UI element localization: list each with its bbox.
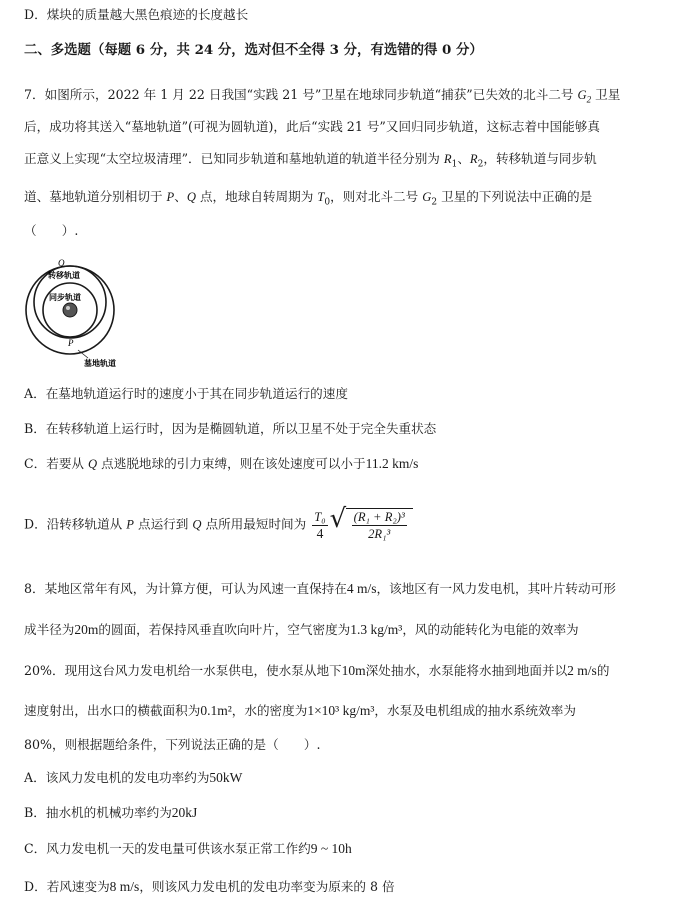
q8-line-5: 80%，则根据题给条件，下列说法正确的是（ ）. xyxy=(24,737,321,752)
orbit-diagram xyxy=(22,258,132,368)
q7-line-3: 正意义上实现“太空垃圾清理”．已知同步轨道和墓地轨道的轨道半径分别为 $R_1$、$R_2$，转移轨道与同步轨 xyxy=(24,151,597,170)
q8-line-2: 成半径为20m的圆面，若保持风垂直吹向叶片，空气密度为1.3 kg/m³，风的动能转化为电能的效率为 xyxy=(24,622,579,637)
earth-highlight xyxy=(66,306,70,310)
q8-option-d: D．若风速变为8 m/s，则该风力发电机的发电功率变为原来的 8 倍 xyxy=(24,879,395,894)
q8-option-a: A．该风力发电机的发电功率约为50kW xyxy=(24,770,243,785)
label-graveyard-orbit: 墓地轨道 xyxy=(84,359,116,368)
q7-option-a: A．在墓地轨道运行时的速度小于其在同步轨道运行的速度 xyxy=(24,386,348,401)
label-sync-orbit: 同步轨道 xyxy=(49,293,81,302)
q7-option-b: B．在转移轨道上运行时，因为是椭圆轨道，所以卫星不处于完全失重状态 xyxy=(24,421,437,436)
q7-option-c: C．若要从 Q 点逃脱地球的引力束缚，则在该处速度可以小于11.2 km/s xyxy=(24,456,419,471)
q7-line-4: 道、墓地轨道分别相切于 P、Q 点，地球自转周期为 $T_0$，则对北斗二号 $G_2$ 卫星的下列说法中正确的是 xyxy=(24,189,593,208)
q8-line-3: 20%．现用这台风力发电机给一水泵供电，使水泵从地下10m深处抽水，水泵能将水抽到地面并以2 m/s的 xyxy=(24,663,610,678)
q7-line-1: 7．如图所示，2022 年 1 月 22 日我国“实践 21 号”卫星在地球同步轨道“捕获”已失效的北斗二号 $G_2$ 卫星 xyxy=(24,87,621,105)
q8-option-c: C．风力发电机一天的发电量可供该水泵正常工作约9 ~ 10h xyxy=(24,841,352,856)
time-fraction: $\frac{\text{T₀}}{4}$ xyxy=(314,509,326,541)
q7-option-d: D．沿转移轨道从 P 点运行到 Q 点所用最短时间为 $\frac{\text{T₀}}{4}$ √ $\frac{\text{(R₁ + R₂)³}}{\text{2R₁³}}$ xyxy=(24,508,413,542)
q8-line-1: 8．某地区常年有风，为计算方便，可认为风速一直保持在4 m/s，该地区有一风力发电机，其叶片转动可形 xyxy=(24,581,616,596)
q8-option-b: B．抽水机的机械功率约为20kJ xyxy=(24,805,198,820)
label-p: P xyxy=(68,338,74,348)
earth-icon xyxy=(63,303,77,317)
q8-line-4: 速度射出，出水口的横截面积为0.1m²，水的密度为1×10³ kg/m³，水泵及电机组成的抽水系统效率为 xyxy=(24,703,576,718)
q7-line-2: 后，成功将其送入“墓地轨道”(可视为圆轨道)，此后“实践 21 号”又回归同步轨道，这标志着中国能够真 xyxy=(24,119,600,134)
sqrt-expression: √ $\frac{\text{(R₁ + R₂)³}}{\text{2R₁³}}$ xyxy=(330,508,413,542)
prev-option-d: D．煤块的质量越大黑色痕迹的长度越长 xyxy=(24,7,249,22)
label-transfer-orbit: 转移轨道 xyxy=(48,271,80,280)
section-heading: 二、多选题（每题 6 分，共 24 分，选对但不全得 3 分，有选错的得 0 分） xyxy=(24,42,483,58)
label-q: Q xyxy=(58,258,65,268)
q7-answer-paren: （ ）. xyxy=(24,223,79,238)
